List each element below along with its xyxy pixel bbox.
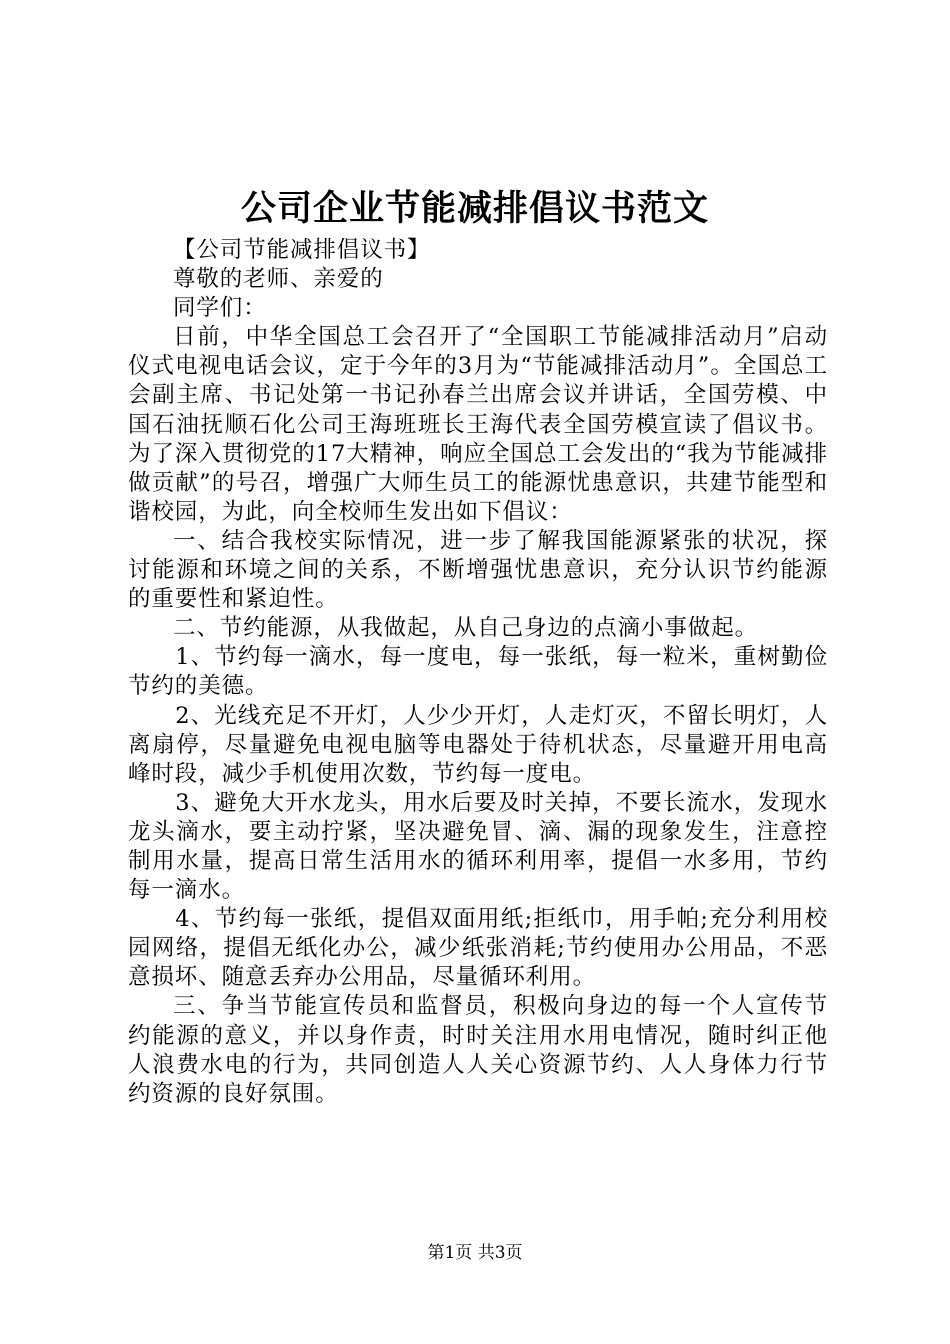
document-body <box>128 236 828 1109</box>
paragraph-intro: 日前，中华全国总工会召开了“全国职工节能减排活动月”启动仪式电视电话会议，定于今年的3月为“节能减排活动月”。全国总工会副主席、书记处第一书记孙春兰出席会议并讲话，全国劳模、中国石油抚顺石化公司王海班班长王海代表全国劳模宣读了倡议书。为了深入贯彻党的17大精神，响应全国总工会发出的“我为节能减排做贡献”的号召，增强广大师生员工的能源忧患意识，共建节能型和谐校园，为此，向全校师生发出如下倡议： <box>128 324 828 525</box>
paragraph-proposal-1: 一、结合我校实际情况，进一步了解我国能源紧张的状况，探讨能源和环境之间的关系，不断增强忧患意识，充分认识节约能源的重要性和紧迫性。 <box>128 527 828 613</box>
paragraph-item-3: 3、避免大开水龙头，用水后要及时关掉，不要长流水，发现水龙头滴水，要主动拧紧，坚决避免冒、滴、漏的现象发生，注意控制用水量，提高日常生活用水的循环利用率，提倡一水多用，节约每一滴水。 <box>128 789 828 904</box>
paragraph-heading: 【公司节能减排倡议书】 <box>173 237 431 263</box>
document-title: 公司企业节能减排倡议书范文 <box>240 188 709 229</box>
paragraph-salutation: 尊敬的老师、亲爱的 <box>173 266 384 293</box>
paragraph-item-1: 1、节约每一滴水，每一度电，每一张纸，每一粒米，重树勤俭节约的美德。 <box>128 644 828 700</box>
paragraph-item-2: 2、光线充足不开灯，人少少开灯，人走灯灭，不留长明灯，人离扇停，尽量避免电视电脑等电器处于待机状态，尽量避开用电高峰时段，减少手机使用次数，节约每一度电。 <box>128 702 828 787</box>
paragraph-proposal-2: 二、节约能源，从我做起，从自己身边的点滴小事做起。 <box>173 615 759 642</box>
paragraph-item-4: 4、节约每一张纸，提倡双面用纸;拒纸巾，用手帕;充分利用校园网络，提倡无纸化办公，减少纸张消耗;节约使用办公用品，不恶意损坏、随意丢弃办公用品，尽量循环利用。 <box>128 906 828 991</box>
paragraph-proposal-3: 三、争当节能宣传员和监督员，积极向身边的每一个人宣传节约能源的意义，并以身作责，时时关注用水用电情况，随时纠正他人浪费水电的行为，共同创造人人关心资源节约、人人身体力行节约资源的良好氛围。 <box>128 993 828 1107</box>
page-footer: 第1页 共3页 <box>427 1243 523 1263</box>
paragraph-salutation-cont: 同学们： <box>173 295 267 322</box>
